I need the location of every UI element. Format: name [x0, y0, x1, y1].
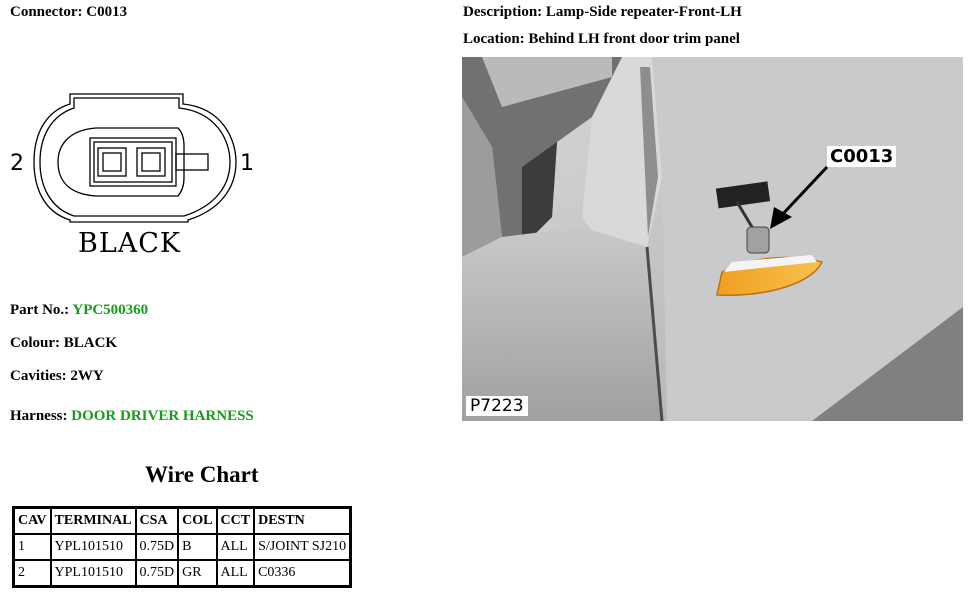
cell-csa: 0.75D [136, 534, 179, 560]
location-photo [462, 57, 963, 421]
harness-line [10, 408, 254, 425]
harness-link[interactable]: DOOR DRIVER HARNESS [71, 408, 254, 424]
connector-value: C0013 [86, 4, 128, 20]
location-label: Location: [463, 31, 525, 47]
pin-2-label: 2 [10, 151, 24, 176]
wire-chart-title: Wire Chart [145, 462, 259, 487]
part-no-line [10, 302, 148, 319]
colour-value: BLACK [63, 335, 118, 351]
photo-ref-label: P7223 [466, 396, 528, 416]
connector-face-diagram [8, 80, 268, 270]
colour-line [10, 335, 117, 352]
cell-terminal: YPL101510 [51, 560, 136, 587]
connector-color-text: BLACK [78, 228, 182, 259]
location-photo-graphic [462, 57, 963, 421]
part-no-label: Part No.: [10, 302, 70, 318]
header-terminal: TERMINAL [51, 508, 136, 535]
colour-label: Colour: [10, 335, 60, 351]
photo-callout-label: C0013 [827, 146, 896, 167]
cell-cav: 2 [14, 560, 51, 587]
cell-destn: C0336 [254, 560, 351, 587]
cavities-value: 2WY [70, 368, 104, 384]
cell-terminal: YPL101510 [51, 534, 136, 560]
cell-cct: ALL [217, 560, 255, 587]
cell-cct: ALL [217, 534, 255, 560]
cavities-label: Cavities: [10, 368, 67, 384]
description-label: Description: [463, 4, 543, 20]
connector-line [10, 4, 127, 21]
cell-col: B [178, 534, 216, 560]
header-destn: DESTN [254, 508, 351, 535]
header-cct: CCT [217, 508, 255, 535]
cell-col: GR [178, 560, 216, 587]
wire-chart-table [12, 506, 352, 588]
location-value: Behind LH front door trim panel [528, 31, 740, 47]
part-no-link[interactable]: YPC500360 [72, 302, 149, 318]
location-line [463, 31, 740, 48]
cell-cav: 1 [14, 534, 51, 560]
table-row [14, 534, 351, 560]
description-value: Lamp-Side repeater-Front-LH [545, 4, 742, 20]
connector-label: Connector: [10, 4, 83, 20]
table-row [14, 560, 351, 587]
header-cav: CAV [14, 508, 51, 535]
harness-label: Harness: [10, 408, 68, 424]
cavities-line [10, 368, 104, 385]
cell-csa: 0.75D [136, 560, 179, 587]
header-csa: CSA [136, 508, 179, 535]
header-col: COL [178, 508, 216, 535]
pin-1-label: 1 [240, 151, 254, 176]
cell-destn: S/JOINT SJ210 [254, 534, 351, 560]
description-line [463, 4, 742, 21]
wire-chart-header-row [14, 508, 351, 535]
